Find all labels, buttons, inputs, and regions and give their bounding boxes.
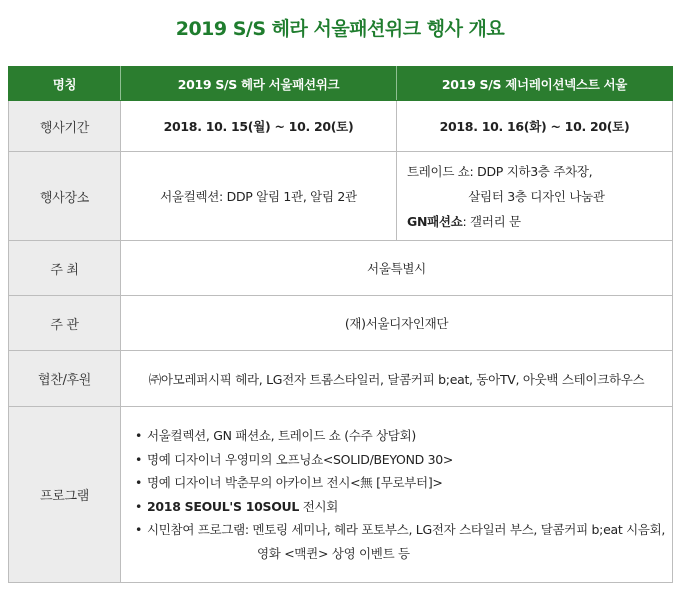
header-row [9, 67, 673, 101]
program-list [127, 424, 666, 565]
bullet-icon: • [135, 428, 143, 443]
program-item-text: 전시회 [299, 498, 339, 514]
bullet-icon: • [135, 498, 143, 514]
sponsor-label: 협찬/후원 [9, 351, 121, 407]
program-item-text: 서울컬렉션, GN 패션쇼, 트레이드 쇼 (수주 상담회) [147, 428, 416, 443]
organizer-value: (재)서울디자인재단 [121, 296, 673, 351]
header-name: 명칭 [9, 67, 121, 101]
program-item-text: 명예 디자이너 우영미의 오프닝쇼<SOLID/BEYOND 30> [147, 451, 454, 467]
period-value-gn: 2018. 10. 16(화) ~ 10. 20(토) [397, 101, 673, 152]
program-item [135, 495, 666, 519]
venue-value-hera: 서울컬렉션: DDP 알림 1관, 알림 2관 [121, 152, 397, 241]
venue-label: 행사장소 [9, 152, 121, 241]
venue-gn-line1: 트레이드 쇼: DDP 지하3층 주차장, [407, 163, 593, 179]
program-item [135, 518, 666, 565]
sponsor-value: ㈜아모레퍼시픽 헤라, LG전자 트롬스타일러, 달콤커피 b;eat, 동아TV, 아웃백 스테이크하우스 [121, 351, 673, 407]
host-label: 주 최 [9, 241, 121, 296]
row-program [9, 407, 673, 583]
venue-gn-line2: 살림터 3층 디자인 나눔관 [468, 188, 605, 204]
program-label: 프로그램 [9, 407, 121, 583]
header-generation-next-seoul: 2019 S/S 제너레이션넥스트 서울 [397, 67, 673, 101]
program-value [121, 407, 673, 583]
program-item-text-bold: 2018 SEOUL'S 10SOUL [147, 498, 300, 514]
program-item-continuation: 영화 <맥퀸> 상영 이벤트 등 [257, 545, 410, 561]
program-item [135, 471, 666, 495]
period-label: 행사기간 [9, 101, 121, 152]
row-venue [9, 152, 673, 241]
bullet-icon: • [135, 522, 143, 537]
bullet-icon: • [135, 451, 143, 467]
program-item-text: 명예 디자이너 박춘무의 아카이브 전시<無 [무로부터]> [147, 475, 443, 490]
row-organizer [9, 296, 673, 351]
host-value: 서울특별시 [121, 241, 673, 296]
row-sponsor [9, 351, 673, 407]
venue-gn-fashionshow-label: GN패션쇼 [407, 213, 463, 229]
venue-value-gn [397, 152, 673, 241]
header-hera-seoul-fashion-week: 2019 S/S 헤라 서울패션위크 [121, 67, 397, 101]
organizer-label: 주 관 [9, 296, 121, 351]
period-value-hera: 2018. 10. 15(월) ~ 10. 20(토) [121, 101, 397, 152]
row-period [9, 101, 673, 152]
page-title: 2019 S/S 헤라 서울패션위크 행사 개요 [175, 18, 505, 40]
program-item [135, 448, 666, 472]
program-item-text: 시민참여 프로그램: 멘토링 세미나, 헤라 포토부스, LG전자 스타일러 부스, 달콤커피 b;eat 시음회, [147, 522, 666, 537]
bullet-icon: • [135, 475, 143, 490]
program-item [135, 424, 666, 448]
overview-table [8, 66, 673, 583]
row-host [9, 241, 673, 296]
venue-gn-fashionshow-place: : 갤러리 문 [462, 213, 521, 229]
